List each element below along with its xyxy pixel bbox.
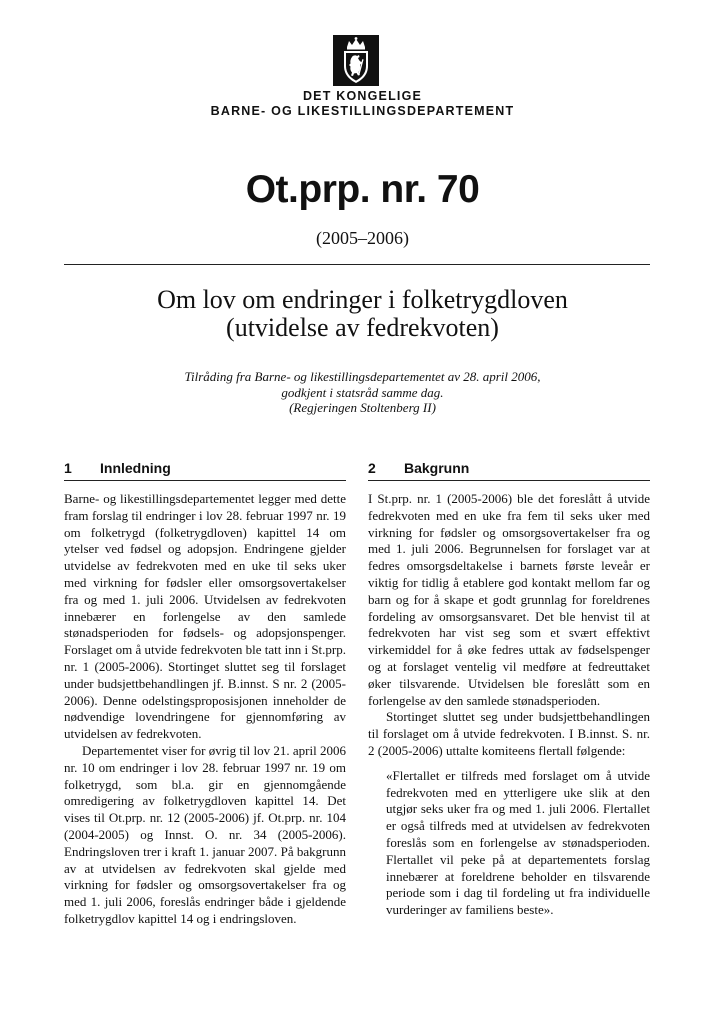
- recommendation-note: [0, 369, 725, 416]
- paragraph: Stortinget sluttet seg under budsjettbehandlingen til forslaget om å utvide fedrekvoten. I B.innst. S. nr. 2 (2005-2006) uttalte komiteens flertall følgende:: [368, 709, 650, 758]
- bill-title: [0, 286, 725, 342]
- paragraph: Barne- og likestillingsdepartementet legger med dette fram forslag til endringer i lov 28. februar 1997 nr. 19 om folketrygd (folketrygdloven) kapittel 14 om ytelser ved fødsel og adopsjon. Endringene gjelder utvidelse av fedrekvoten med en uke til seks uker med virkning for fødsler eller omsorgsovertakelser fra og med 1. juli 2006. Utvidelsen av fedrekvoten innebærer en forlengelse av den samlede stønadsperioden for fødsels- og adopsjonspenger. Forslaget om å utvide fedrekvoten ble tatt inn i St.prp. nr. 1 (2005-2006). Stortinget sluttet seg til forslaget under budsjettbehandlingen jf. B.innst. S nr. 2 (2005-2006). Denne odelstingsproposisjonen inneholder de nødvendige lovendringene for gjennomføring av utvidelsen av fedrekvoten.: [64, 491, 346, 742]
- section-title: Innledning: [100, 460, 171, 476]
- norwegian-coat-of-arms-icon: [333, 35, 379, 86]
- recommendation-line1: Tilråding fra Barne- og likestillingsdepartementet av 28. april 2006,: [184, 369, 541, 384]
- section-bakgrunn: [368, 458, 650, 919]
- bill-title-line2: (utvidelse av fedrekvoten): [226, 313, 499, 342]
- section-heading: [368, 458, 650, 481]
- recommendation-line3: (Regjeringen Stoltenberg II): [289, 400, 436, 415]
- paragraph: Departementet viser for øvrig til lov 21. april 2006 nr. 10 om endringer i lov 28. februar 1997 nr. 19 om folketrygd, som bl.a. gir en gjennomgående omredigering av folketrygdloven kapittel 14. Det vises til Ot.prp. nr. 12 (2005-2006) jf. Ot.prp. nr. 104 (2004-2005) og Innst. O. nr. 34 (2005-2006). Endringsloven trer i kraft 1. januar 2007. På bakgrunn av at utvidelsen av fedrekvoten skal gjelde med virkning for fødsler og omsorgsovertakelser fra og med 1. juli 2006, foreslås endringer både i gjeldende folketrygdlov kapittel 14 og i endringsloven.: [64, 742, 346, 926]
- bill-title-line1: Om lov om endringer i folketrygdloven: [157, 285, 568, 314]
- committee-quote: «Flertallet er tilfreds med forslaget om å utvide fedrekvoten med en ytterligere uke slik at den utgjør seks uker fra og med 1. juli 2006. Flertallet er også tilfreds med at utvidelsen av fedrekvoten foreslås som en forlengelse av stønadsperioden. Flertallet vil peke på at departementets forslag innebærer at foreldrene beholder en tilsvarende periode som i dag til fordeling ut fra individuelle vurderinger av familiens beste».: [386, 767, 650, 918]
- paragraph: I St.prp. nr. 1 (2005-2006) ble det foreslått å utvide fedrekvoten med en uke fra fem til seks uker med virkning for fødsler og omsorgsovertakelser fra og med 1. juli 2006. Begrunnelsen for forslaget var at fedres omsorgsdeltakelse i barnets første leveår er viktig for tidlig å etablere god kontakt mellom far og barn og for å skape et godt grunnlag for foreldrenes fordeling av omsorgsansvaret. Det ble henvist til at fedrekvoten har vist seg som et svært effektivt virkemiddel for å øke fedres uttak av fødselspenger og at forslaget ventelig vil medføre at fedreuttaket øker tilsvarende. Utvidelsen ble foreslått som en forlengelse av den samlede stønadsperioden.: [368, 491, 650, 708]
- section-heading: [64, 458, 346, 481]
- section-number: 2: [368, 460, 376, 476]
- document-session-years: (2005–2006): [316, 228, 409, 248]
- ministry-name-line2: BARNE- OG LIKESTILLINGSDEPARTEMENT: [210, 104, 515, 118]
- section-title: Bakgrunn: [404, 460, 470, 476]
- section-innledning: [64, 458, 346, 928]
- section-number: 1: [64, 460, 72, 476]
- document-title: Ot.prp. nr. 70: [245, 168, 480, 211]
- title-divider: [64, 264, 650, 265]
- recommendation-line2: godkjent i statsråd samme dag.: [281, 384, 444, 400]
- ministry-name-line1: DET KONGELIGE: [302, 89, 423, 103]
